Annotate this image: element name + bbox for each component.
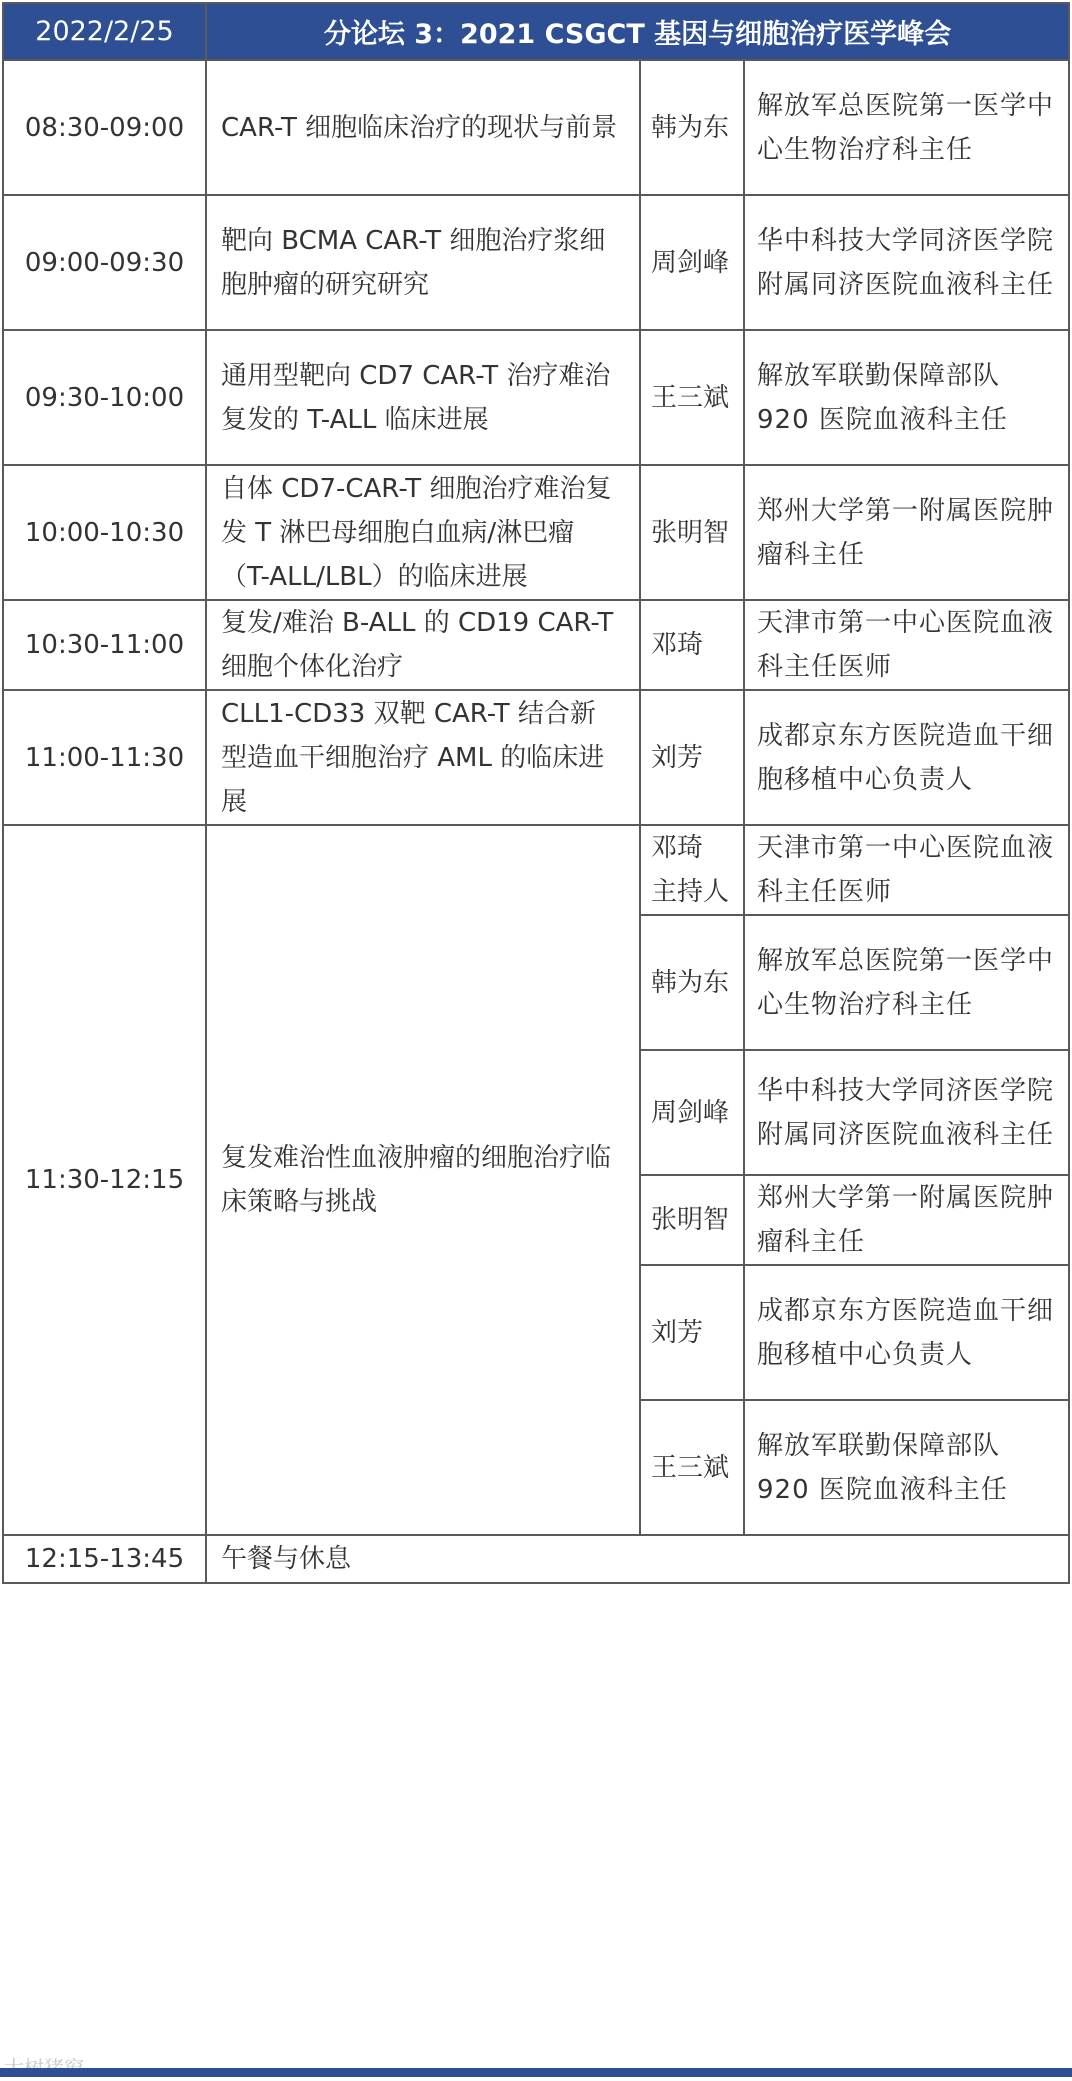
- time-cell: 10:30-11:00: [3, 600, 206, 690]
- speaker-cell: 邓琦: [640, 600, 744, 690]
- institution-cell: 解放军联勤保障部队 920 医院血液科主任: [744, 1400, 1069, 1535]
- speaker-cell: 周剑峰: [640, 1050, 744, 1175]
- institution-cell: 成都京东方医院造血干细胞移植中心负责人: [744, 690, 1069, 825]
- time-cell: 09:00-09:30: [3, 195, 206, 330]
- speaker-cell: 邓琦 主持人: [640, 825, 744, 915]
- speaker-cell: 张明智: [640, 1175, 744, 1265]
- speaker-cell: 刘芳: [640, 690, 744, 825]
- header-row: [3, 3, 1069, 60]
- header-title: 分论坛 3：2021 CSGCT 基因与细胞治疗医学峰会: [206, 3, 1069, 60]
- topic-cell: 复发/难治 B-ALL 的 CD19 CAR-T 细胞个体化治疗: [206, 600, 640, 690]
- speaker-cell: 韩为东: [640, 60, 744, 195]
- table-row: [3, 600, 1069, 690]
- institution-cell: 解放军总医院第一医学中心生物治疗科主任: [744, 915, 1069, 1050]
- time-cell: 08:30-09:00: [3, 60, 206, 195]
- institution-cell: 天津市第一中心医院血液科主任医师: [744, 825, 1069, 915]
- topic-cell: CLL1-CD33 双靶 CAR-T 结合新型造血干细胞治疗 AML 的临床进展: [206, 690, 640, 825]
- institution-cell: 郑州大学第一附属医院肿瘤科主任: [744, 465, 1069, 600]
- speaker-cell: 张明智: [640, 465, 744, 600]
- header-date: 2022/2/25: [3, 3, 206, 60]
- time-cell: 11:30-12:15: [3, 825, 206, 1535]
- speaker-cell: 王三斌: [640, 1400, 744, 1535]
- institution-cell: 成都京东方医院造血干细胞移植中心负责人: [744, 1265, 1069, 1400]
- time-cell: 12:15-13:45: [3, 1535, 206, 1583]
- table-row: [3, 330, 1069, 465]
- table-row: [3, 60, 1069, 195]
- institution-cell: 华中科技大学同济医学院附属同济医院血液科主任: [744, 195, 1069, 330]
- topic-cell: 午餐与休息: [206, 1535, 1069, 1583]
- time-cell: 10:00-10:30: [3, 465, 206, 600]
- table-row: [3, 465, 1069, 600]
- schedule-table: [2, 2, 1070, 1584]
- institution-cell: 郑州大学第一附属医院肿瘤科主任: [744, 1175, 1069, 1265]
- speaker-cell: 韩为东: [640, 915, 744, 1050]
- topic-cell: CAR-T 细胞临床治疗的现状与前景: [206, 60, 640, 195]
- topic-cell: 自体 CD7-CAR-T 细胞治疗难治复发 T 淋巴母细胞白血病/淋巴瘤（T-ALL/LBL）的临床进展: [206, 465, 640, 600]
- topic-cell: 复发难治性血液肿瘤的细胞治疗临床策略与挑战: [206, 825, 640, 1535]
- table-row: [3, 690, 1069, 825]
- time-cell: 09:30-10:00: [3, 330, 206, 465]
- institution-cell: 天津市第一中心医院血液科主任医师: [744, 600, 1069, 690]
- table-row: [3, 195, 1069, 330]
- topic-cell: 通用型靶向 CD7 CAR-T 治疗难治复发的 T-ALL 临床进展: [206, 330, 640, 465]
- speaker-cell: 王三斌: [640, 330, 744, 465]
- speaker-cell: 刘芳: [640, 1265, 744, 1400]
- topic-cell: 靶向 BCMA CAR-T 细胞治疗浆细胞肿瘤的研究研究: [206, 195, 640, 330]
- speaker-cell: 周剑峰: [640, 195, 744, 330]
- institution-cell: 解放军总医院第一医学中心生物治疗科主任: [744, 60, 1069, 195]
- time-cell: 11:00-11:30: [3, 690, 206, 825]
- bottom-bar: [0, 2068, 1072, 2077]
- table-row: [3, 1535, 1069, 1583]
- institution-cell: 解放军联勤保障部队 920 医院血液科主任: [744, 330, 1069, 465]
- table-row: [3, 825, 1069, 915]
- institution-cell: 华中科技大学同济医学院附属同济医院血液科主任: [744, 1050, 1069, 1175]
